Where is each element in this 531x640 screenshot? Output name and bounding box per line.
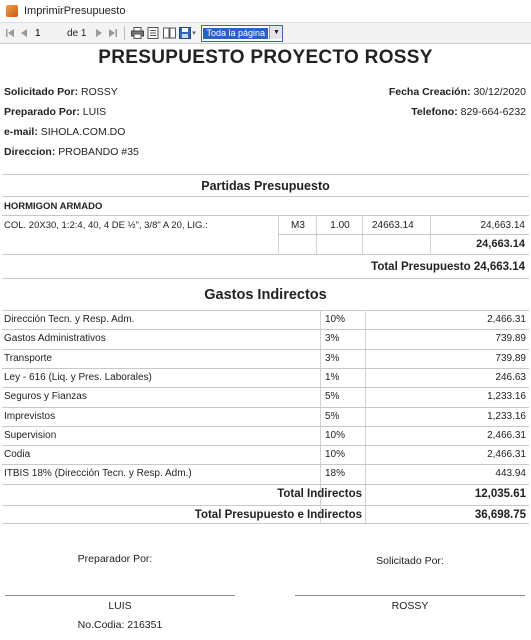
fecha-value: 30/12/2020 xyxy=(473,86,526,98)
gastos-row-pct: 10% xyxy=(325,314,346,325)
total-indirectos-border xyxy=(2,505,529,506)
gastos-row-amount: 443.94 xyxy=(495,468,526,480)
fecha-label: Fecha Creación: xyxy=(388,86,471,98)
gastos-row-pct: 1% xyxy=(325,371,340,383)
window-titlebar xyxy=(0,0,531,22)
sig-preparador-name: LUIS xyxy=(108,600,132,612)
partidas-header-border xyxy=(2,196,529,197)
gastos-row-pct: 18% xyxy=(325,468,346,480)
item-price: 24663.14 xyxy=(372,220,414,231)
gastos-row-amount: 739.89 xyxy=(495,333,526,345)
gastos-row-border xyxy=(2,464,529,465)
gastos-row-border xyxy=(2,445,529,446)
gastos-bottom-border xyxy=(2,523,529,524)
window-title: ImprimirPresupuesto xyxy=(24,5,126,17)
group-name: HORMIGON ARMADO xyxy=(4,201,103,212)
item-description: COL. 20X30, 1:2:4, 40, 4 DE ½", 3/8" A 20, LIG.: xyxy=(4,220,208,231)
gastos-row-pct: 3% xyxy=(325,352,340,364)
gastos-row-border xyxy=(2,329,529,330)
gastos-row-amount: 2,466.31 xyxy=(487,314,526,325)
next-page-icon[interactable] xyxy=(92,24,106,42)
gastos-row-name: Gastos Administrativos xyxy=(4,333,106,345)
direccion-line xyxy=(4,146,139,158)
sig-preparador-line xyxy=(5,595,235,596)
gastos-row-pct: 5% xyxy=(325,391,340,403)
zoom-select-value: Toda la página xyxy=(203,28,268,39)
gastos-row-name: Supervision xyxy=(4,429,57,441)
last-page-icon[interactable] xyxy=(106,24,120,42)
solicitado-value: ROSSY xyxy=(81,86,118,98)
report-toolbar xyxy=(0,22,531,44)
total-presupuesto-value: 24,663.14 xyxy=(473,261,525,273)
gastos-row-border xyxy=(2,368,529,369)
gastos-row-name: ITBIS 18% (Dirección Tecn. y Resp. Adm.) xyxy=(4,468,192,480)
total-general-label: Total Presupuesto e Indirectos xyxy=(194,509,362,521)
group-total: 24,663.14 xyxy=(476,238,525,250)
gastos-row-pct: 5% xyxy=(325,410,340,422)
gastos-header-border xyxy=(2,310,529,311)
preparado-label: Preparado Por: xyxy=(4,106,80,118)
item-top-border xyxy=(2,215,529,216)
gastos-row-border xyxy=(2,484,529,485)
preparado-line xyxy=(4,106,106,118)
total-presupuesto-border xyxy=(2,278,529,279)
total-indirectos-label: Total Indirectos xyxy=(277,488,362,500)
preparado-value: LUIS xyxy=(82,106,107,118)
email-label: e-mail: xyxy=(4,126,38,138)
total-presupuesto-line xyxy=(200,261,525,273)
zoom-select[interactable] xyxy=(201,25,283,42)
gastos-row-amount: 739.89 xyxy=(495,352,526,364)
solicitado-line xyxy=(4,86,118,98)
gastos-row-name: Codia xyxy=(4,449,31,461)
gastos-row-border xyxy=(2,407,529,408)
sig-solicitado-name: ROSSY xyxy=(391,600,429,612)
gastos-row-amount: 1,233.16 xyxy=(487,410,526,422)
sig-solicitado-label: Solicitado Por: xyxy=(376,555,444,567)
partidas-header: Partidas Presupuesto xyxy=(201,179,330,193)
group-bottom-border xyxy=(2,254,529,255)
solicitado-label: Solicitado Por: xyxy=(4,86,79,98)
total-indirectos-value: 12,035.61 xyxy=(474,488,526,500)
telefono-value: 829-664-6232 xyxy=(460,106,526,118)
gastos-row-name: Seguros y Fianzas xyxy=(4,391,87,403)
fecha-line xyxy=(389,86,526,98)
gastos-row-name: Ley - 616 (Liq. y Pres. Laborales) xyxy=(4,371,152,383)
partidas-top-border xyxy=(2,174,529,175)
page-number-input[interactable] xyxy=(31,26,65,40)
email-line xyxy=(4,126,125,138)
sig-preparador-label: Preparador Por: xyxy=(77,553,153,565)
chevron-down-icon[interactable]: ▼ xyxy=(269,26,282,39)
item-total: 24,663.14 xyxy=(480,220,525,231)
email-value: SIHOLA.COM.DO xyxy=(40,126,126,138)
gastos-row-amount: 246.63 xyxy=(495,371,526,383)
telefono-line xyxy=(411,106,526,118)
export-dropdown-icon[interactable]: ▾ xyxy=(192,30,196,37)
sig-codia: No.Codia: 216351 xyxy=(77,619,163,631)
telefono-label: Telefono: xyxy=(411,106,458,118)
total-presupuesto-label: Total Presupuesto xyxy=(371,261,471,273)
item-qty: 1.00 xyxy=(330,220,350,231)
item-bottom-border xyxy=(278,234,529,235)
app-icon xyxy=(6,5,18,17)
gastos-row-amount: 2,466.31 xyxy=(487,449,526,461)
gastos-row-name: Imprevistos xyxy=(4,410,56,422)
print-layout-icon[interactable] xyxy=(145,24,161,42)
gastos-row-name: Transporte xyxy=(4,352,52,364)
page-setup-icon[interactable] xyxy=(161,24,177,42)
gastos-row-name: Dirección Tecn. y Resp. Adm. xyxy=(4,314,135,325)
gastos-row-amount: 2,466.31 xyxy=(487,429,526,441)
export-icon[interactable] xyxy=(177,24,197,42)
gastos-row-pct: 10% xyxy=(325,429,346,441)
item-unit: M3 xyxy=(291,220,305,231)
report-page xyxy=(0,43,531,640)
gastos-header: Gastos Indirectos xyxy=(204,287,327,303)
toolbar-separator xyxy=(124,26,125,40)
direccion-label: Direccion: xyxy=(4,146,56,158)
gastos-row-pct: 10% xyxy=(325,449,346,461)
gastos-row-border xyxy=(2,426,529,427)
total-general-value: 36,698.75 xyxy=(474,509,526,521)
direccion-value: PROBANDO #35 xyxy=(58,146,139,158)
previous-page-icon[interactable] xyxy=(17,24,31,42)
first-page-icon[interactable] xyxy=(3,24,17,42)
gastos-row-border xyxy=(2,387,529,388)
gastos-row-border xyxy=(2,349,529,350)
print-icon[interactable] xyxy=(129,24,145,42)
gastos-divider-2 xyxy=(365,310,366,523)
report-title: PRESUPUESTO PROYECTO ROSSY xyxy=(98,47,433,68)
gastos-row-pct: 3% xyxy=(325,333,340,345)
gastos-row-amount: 1,233.16 xyxy=(487,391,526,403)
sig-solicitado-line xyxy=(295,595,525,596)
page-count: de 1 xyxy=(67,27,87,39)
